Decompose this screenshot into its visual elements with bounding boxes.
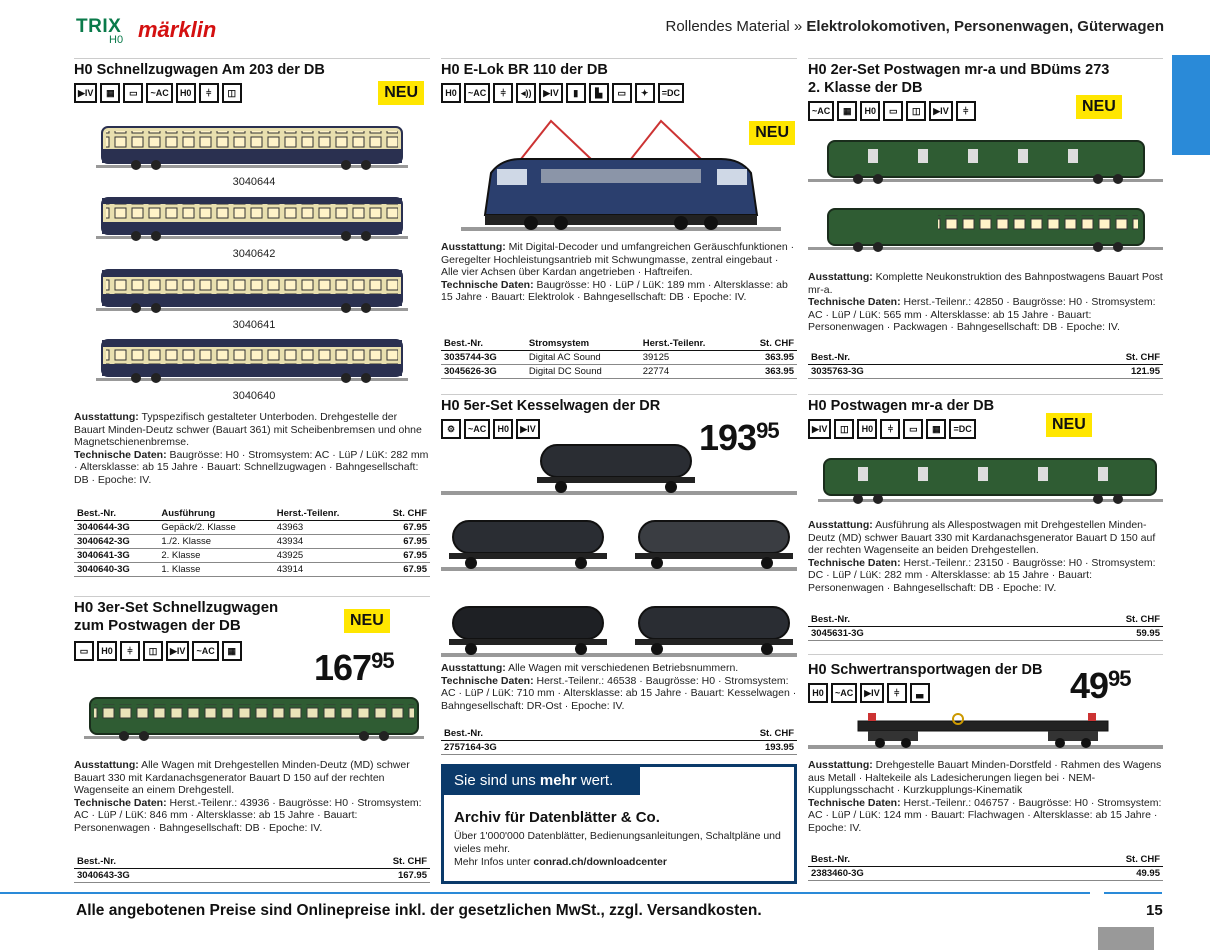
- h0-icon: H0: [808, 683, 828, 703]
- product-description: [441, 662, 797, 712]
- desc-text: Typspezifisch gestalteter Unterboden. Drehgestelle der Bauart Minden-Deutz schwer (Bauart 361) mit Scheibenbremsen und ohne Magnetschienenbremse.: [74, 411, 422, 449]
- passenger-car-icon: ▦: [926, 419, 946, 439]
- price-cents: 95: [756, 418, 779, 443]
- feature-icons: [808, 419, 1163, 439]
- promo-title: Archiv für Datenblätter & Co.: [454, 809, 660, 826]
- order-number: 3045631-3G: [808, 627, 1019, 641]
- order-number: 3040641-3G: [74, 549, 158, 563]
- h0-icon: H0: [97, 641, 117, 661]
- table-header: Best.-Nr.: [808, 613, 1019, 627]
- desc-text: Herst.-Teilenr.: 42850 · Baugrösse: H0 · Stromsystem: AC · LüP / LüK: 565 mm · Altersklasse: ab 15 Jahre · Bauart: Personenwagen · Packwagen · Bahngesellschaft: DB · Epoche: IV.: [808, 296, 1156, 334]
- epoch-iv-icon: ▶IV: [929, 101, 952, 121]
- product-post2: [808, 58, 1163, 380]
- desc-label: Technische Daten:: [808, 556, 901, 569]
- light-icon: ◫: [143, 641, 163, 661]
- h0-icon: H0: [176, 83, 196, 103]
- product-description: [808, 271, 1163, 334]
- table-header: Best.-Nr.: [441, 337, 526, 351]
- order-table: [808, 853, 1163, 881]
- current-system: Digital DC Sound: [526, 365, 640, 379]
- passenger-car-icon: ▦: [100, 83, 120, 103]
- epoch-iv-icon: ▶IV: [808, 419, 831, 439]
- wagon-image-set3: [84, 692, 424, 744]
- ac-nem-icon: ~AC: [192, 641, 218, 661]
- promo-link-prefix: Mehr Infos unter: [454, 856, 531, 868]
- price-main: 193: [699, 417, 757, 458]
- table-header: Best.-Nr.: [74, 507, 158, 521]
- wagon-image-3040640: [96, 334, 408, 386]
- tank-wagon-image: [441, 597, 797, 659]
- table-row[interactable]: [74, 535, 430, 549]
- desc-label: Ausstattung:: [808, 759, 873, 771]
- ac-nem-icon: ~AC: [831, 683, 857, 703]
- h0-icon: H0: [441, 83, 461, 103]
- order-table: [441, 337, 797, 379]
- logo-trix: TRIX: [76, 16, 122, 37]
- table-header: St. CHF: [285, 855, 430, 869]
- wagon-image-3040644: [96, 121, 408, 173]
- price: 67.95: [372, 549, 430, 563]
- title-line: H0 2er-Set Postwagen mr-a und BDüms 273: [808, 62, 1110, 78]
- part-number: 43934: [274, 535, 372, 549]
- part-number: 43925: [274, 549, 372, 563]
- decoder-icon: ▮: [566, 83, 586, 103]
- table-header: Best.-Nr.: [808, 351, 1019, 365]
- light-icon: ◫: [906, 101, 926, 121]
- desc-text: Herst.-Teilenr.: 46538 · Baugrösse: H0 · Stromsystem: AC · LüP / LüK: 710 mm · Altersklasse: ab 15 Jahre · Bauart: Kesselwagen · Bahngesellschaft: DR-Ost · Epoche: IV.: [441, 674, 797, 712]
- price: 67.95: [372, 563, 430, 577]
- ac-nem-icon: ~AC: [808, 101, 834, 121]
- breadcrumb-prefix: Rollendes Material »: [665, 18, 803, 35]
- desc-label: Ausstattung:: [441, 662, 506, 674]
- desc-label: Technische Daten:: [74, 796, 167, 809]
- product-title: [808, 59, 1163, 97]
- title-line: 2. Klasse der DB: [808, 80, 923, 96]
- table-row[interactable]: [74, 869, 430, 883]
- wagon-caption: 3040642: [232, 248, 276, 260]
- digital-icon: ⚙: [441, 419, 461, 439]
- variant: 1. Klasse: [158, 563, 273, 577]
- promo-body: Über 1'000'000 Datenblätter, Bedienungsanleitungen, Schaltpläne und vieles mehr.: [454, 830, 781, 855]
- table-row[interactable]: [808, 867, 1163, 881]
- desc-text: Herst.-Teilenr.: 23150 · Baugrösse: H0 · Stromsystem: DC · LüP / LüK: 282 mm · Altersklasse: ab 15 Jahre · Bauart: Personenwagen · Bahngesellschaft: DB · Epoche: IV.: [808, 556, 1156, 594]
- desc-label: Ausstattung:: [441, 241, 506, 253]
- page-number: 15: [1146, 902, 1163, 919]
- order-number: 2757164-3G: [441, 741, 652, 755]
- order-table: [74, 855, 430, 883]
- motor-icon: ▭: [612, 83, 632, 103]
- breadcrumb: [665, 18, 1164, 35]
- desc-label: Ausstattung:: [74, 411, 139, 423]
- table-row[interactable]: [74, 549, 430, 563]
- product-description: [808, 519, 1163, 595]
- motor-icon: ▭: [123, 83, 143, 103]
- sound-icon: ◂)): [516, 83, 536, 103]
- epoch-iv-icon: ▶IV: [516, 419, 539, 439]
- epoch-iv-icon: ▶IV: [860, 683, 883, 703]
- neu-badge: NEU: [749, 121, 795, 145]
- product-description: [441, 241, 797, 304]
- order-number: 3040640-3G: [74, 563, 158, 577]
- coupling-icon: ⫩: [887, 683, 907, 703]
- part-number: 22774: [640, 365, 739, 379]
- table-header: Best.-Nr.: [74, 855, 285, 869]
- breadcrumb-current: Elektrolokomotiven, Personenwagen, Güterwagen: [806, 18, 1164, 35]
- order-table: [808, 351, 1163, 379]
- footer-disclaimer: Alle angebotenen Preise sind Onlinepreise inkl. der gesetzlichen MwSt., zzgl. Versandkosten.: [76, 902, 762, 919]
- promo-header: [444, 767, 640, 795]
- promo-head-bold: mehr: [539, 772, 577, 789]
- table-row[interactable]: [808, 365, 1163, 379]
- product-description: [808, 759, 1163, 835]
- desc-text: Herst.-Teilenr.: 046757 · Baugrösse: H0 · Stromsystem: AC · LüP / LüK: 124 mm · Bauart: Flachwagen · Altersklasse: ab 15 Jahre · Epoche: IV.: [808, 796, 1162, 834]
- motor-icon: ▭: [74, 641, 94, 661]
- price: 67.95: [372, 521, 430, 535]
- table-header: Ausführung: [158, 507, 273, 521]
- part-number: 43963: [274, 521, 372, 535]
- passenger-car-icon: ▦: [222, 641, 242, 661]
- order-table: [808, 613, 1163, 641]
- table-header: Stromsystem: [526, 337, 640, 351]
- desc-text: Alle Wagen mit verschiedenen Betriebsnummern.: [508, 662, 739, 674]
- loco-icon: ▙: [589, 83, 609, 103]
- locomotive-image: [461, 111, 781, 239]
- passenger-car-icon: ▦: [837, 101, 857, 121]
- price: 363.95: [739, 351, 797, 365]
- epoch-iv-icon: ▶IV: [74, 83, 97, 103]
- chapter-tab-marker: [1172, 55, 1210, 155]
- neu-badge: NEU: [378, 81, 424, 105]
- ac-nem-icon: ~AC: [464, 419, 490, 439]
- motor-icon: ▭: [883, 101, 903, 121]
- desc-label: Technische Daten:: [441, 278, 534, 291]
- product-title: H0 Postwagen mr-a der DB: [808, 398, 995, 414]
- promo-box[interactable]: [441, 764, 797, 884]
- variant: Gepäck/2. Klasse: [158, 521, 273, 535]
- table-header: St. CHF: [1019, 853, 1163, 867]
- price: 167.95: [285, 869, 430, 883]
- desc-text: Drehgestelle Bauart Minden-Dorstfeld · Rahmen des Wagens aus Metall · Haltekeile als Ladesicherungen liegen bei · NEM-Kupplungsschacht · Kurzkupplungs-Kinematik: [808, 759, 1162, 797]
- price-main: 167: [314, 647, 372, 688]
- product-description: [74, 411, 430, 487]
- table-row[interactable]: [441, 741, 797, 755]
- feature-icons: [441, 83, 797, 103]
- gray-block: [1098, 927, 1154, 950]
- table-row[interactable]: [441, 365, 797, 379]
- logo-h0: H0: [109, 34, 124, 46]
- order-number: 3040644-3G: [74, 521, 158, 535]
- product-set3: [74, 596, 430, 886]
- product-title: H0 E-Lok BR 110 der DB: [441, 62, 608, 78]
- desc-text: Baugrösse: H0 · Stromsystem: AC · LüP / LüK: 282 mm · Altersklasse: ab 15 Jahre · Bauart: Schnellzugwagen · Bahngesellschaft: DB · Epoche: IV.: [74, 448, 429, 486]
- coupling-icon: ⫩: [956, 101, 976, 121]
- price-display: [314, 647, 394, 689]
- price: 59.95: [1019, 627, 1163, 641]
- footer-rule: [0, 892, 1090, 894]
- desc-text: Mit Digital-Decoder und umfangreichen Geräuschfunktionen · Geregelter Hochleistungsantrieb mit Schwungmasse, zentral eingebaut · Alle vier Achsen über Kardan angetrieben · Haftreifen.: [441, 241, 795, 279]
- price: 121.95: [1019, 365, 1163, 379]
- light-icon: ◫: [222, 83, 242, 103]
- product-br110: [441, 58, 797, 380]
- desc-text: Baugrösse: H0 · LüP / LüK: 189 mm · Altersklasse: ab 15 Jahre · Bauart: Elektrolok · Bahngesellschaft: DB · Epoche: IV.: [441, 278, 788, 304]
- desc-label: Ausstattung:: [74, 759, 139, 771]
- table-header: St. CHF: [1019, 613, 1163, 627]
- part-number: 43914: [274, 563, 372, 577]
- tank-wagon-image: [441, 435, 797, 497]
- footer-rule: [1104, 892, 1162, 894]
- price-display: [1070, 665, 1131, 707]
- flatcar-icon: ▃: [910, 683, 930, 703]
- table-row[interactable]: [74, 563, 430, 577]
- neu-badge: NEU: [344, 609, 390, 633]
- h0-icon: H0: [493, 419, 513, 439]
- product-title: H0 Schwertransportwagen der DB: [808, 662, 1043, 678]
- wagon-image-3040641: [96, 264, 408, 316]
- order-number: 3040642-3G: [74, 535, 158, 549]
- ac-nem-icon: ~AC: [146, 83, 172, 103]
- desc-text: Ausführung als Allespostwagen mit Drehgestellen Minden-Deutz (MD) schwer Bauart 330 mit Kardanachsgenerator Bauart D 150 auf der rechten Wagenseite an beiden Drehgestellen.: [808, 519, 1156, 557]
- product-schwer: [808, 654, 1163, 884]
- tank-wagon-image: [441, 511, 797, 573]
- price: 193.95: [652, 741, 797, 755]
- promo-link[interactable]: conrad.ch/downloadcenter: [533, 856, 667, 868]
- product-description: [74, 759, 430, 835]
- price: 49.95: [1019, 867, 1163, 881]
- coach-wagon-image: [808, 203, 1163, 255]
- product-title: H0 5er-Set Kesselwagen der DR: [441, 398, 661, 414]
- table-row[interactable]: [74, 521, 430, 535]
- wagon-caption: 3040640: [232, 390, 276, 402]
- h0-icon: H0: [860, 101, 880, 121]
- coupling-icon: ⫩: [493, 83, 513, 103]
- table-header: Herst.-Teilenr.: [640, 337, 739, 351]
- desc-label: Technische Daten:: [808, 796, 901, 809]
- promo-head-text: Sie sind uns: [454, 772, 536, 789]
- price-main: 49: [1070, 665, 1109, 706]
- variant: 2. Klasse: [158, 549, 273, 563]
- desc-label: Technische Daten:: [74, 448, 167, 461]
- order-number: 3040643-3G: [74, 869, 285, 883]
- price: 363.95: [739, 365, 797, 379]
- dc-nem-icon: =DC: [658, 83, 684, 103]
- light-icon: ◫: [834, 419, 854, 439]
- coupling-icon: ⫩: [120, 641, 140, 661]
- wagon-image-3040642: [96, 192, 408, 244]
- product-am203: [74, 58, 430, 580]
- promo-text: [454, 830, 784, 869]
- price-cents: 95: [1108, 666, 1131, 691]
- table-header: St. CHF: [372, 507, 430, 521]
- table-row[interactable]: [808, 627, 1163, 641]
- post-wagon-image: [808, 135, 1163, 187]
- desc-label: Ausstattung:: [808, 519, 873, 531]
- promo-head-text: wert.: [580, 772, 614, 789]
- dc-nem-icon: =DC: [949, 419, 975, 439]
- order-table: [441, 727, 797, 755]
- product-title: H0 Schnellzugwagen Am 203 der DB: [74, 62, 325, 78]
- coupling-icon: ⫩: [880, 419, 900, 439]
- order-number: 3035744-3G: [441, 351, 526, 365]
- desc-text: Alle Wagen mit Drehgestellen Minden-Deutz (MD) schwer Bauart 330 mit Kardanachsgenerator Bauart D 150 auf der rechten Wagenseite an einem Drehgestell.: [74, 759, 410, 797]
- flatcar-image: [808, 705, 1163, 753]
- product-post1: [808, 394, 1163, 642]
- table-row[interactable]: [441, 351, 797, 365]
- table-header: Best.-Nr.: [441, 727, 652, 741]
- wagon-caption: 3040641: [232, 319, 276, 331]
- price: 67.95: [372, 535, 430, 549]
- table-header: St. CHF: [1019, 351, 1163, 365]
- neu-badge: NEU: [1046, 413, 1092, 437]
- desc-text: Komplette Neukonstruktion des Bahnpostwagens Bauart Post mr-a.: [808, 271, 1163, 296]
- feature-icons: [74, 83, 430, 103]
- post-wagon-image: [818, 451, 1163, 507]
- light-color-icon: ✦: [635, 83, 655, 103]
- table-header: Best.-Nr.: [808, 853, 1019, 867]
- desc-label: Technische Daten:: [808, 296, 901, 309]
- order-table: [74, 507, 430, 577]
- table-header: Herst.-Teilenr.: [274, 507, 372, 521]
- product-set5: [441, 394, 797, 758]
- epoch-iv-icon: ▶IV: [539, 83, 562, 103]
- desc-text: Herst.-Teilenr.: 43936 · Baugrösse: H0 · Stromsystem: AC · LüP / LüK: 846 mm · Altersklasse: ab 15 Jahre · Bauart: Personenwagen · Bahngesellschaft: DB · Epoche: IV.: [74, 796, 422, 834]
- table-header: St. CHF: [652, 727, 797, 741]
- order-number: 3035763-3G: [808, 365, 1019, 379]
- wagon-caption: 3040644: [232, 176, 276, 188]
- desc-label: Technische Daten:: [441, 674, 534, 687]
- h0-icon: H0: [857, 419, 877, 439]
- ac-nem-icon: ~AC: [464, 83, 490, 103]
- current-system: Digital AC Sound: [526, 351, 640, 365]
- order-number: 2383460-3G: [808, 867, 1019, 881]
- part-number: 39125: [640, 351, 739, 365]
- title-line: zum Postwagen der DB: [74, 617, 241, 634]
- order-number: 3045626-3G: [441, 365, 526, 379]
- table-header: St. CHF: [739, 337, 797, 351]
- coupling-icon: ⫩: [199, 83, 219, 103]
- desc-label: Ausstattung:: [808, 271, 873, 283]
- motor-icon: ▭: [903, 419, 923, 439]
- price-cents: 95: [371, 648, 394, 673]
- epoch-iv-icon: ▶IV: [166, 641, 189, 661]
- title-line: H0 3er-Set Schnellzugwagen: [74, 599, 279, 616]
- variant: 1./2. Klasse: [158, 535, 273, 549]
- neu-badge: NEU: [1076, 95, 1122, 119]
- logo-marklin: märklin: [138, 17, 217, 42]
